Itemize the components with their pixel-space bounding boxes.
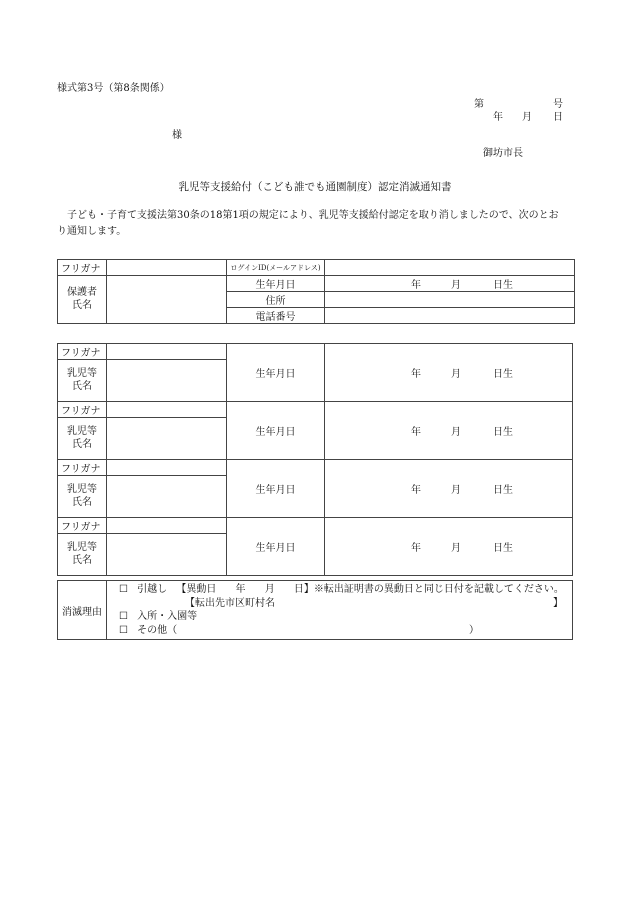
body-text: 子ども・子育て支援法第30条の18第1項の規定により、乳児等支援給付認定を取り消しましたので、次のとおり通知します。 — [57, 210, 559, 237]
dest-open: 【転出先市区町村名 — [185, 597, 275, 609]
other-checkbox[interactable]: ☐ — [119, 624, 128, 636]
addressee-sama: 様 — [172, 130, 182, 141]
child-name-field[interactable] — [107, 534, 227, 576]
issuer: 御坊市長 — [483, 148, 523, 159]
child-birth-label: 生年月日 — [227, 460, 325, 518]
child-name-field[interactable] — [107, 476, 227, 518]
child-row-furigana — [58, 402, 573, 418]
admission-checkbox[interactable]: ☐ — [119, 611, 128, 622]
move-label: 引越し — [137, 584, 168, 595]
dest-close: 】 — [553, 597, 563, 609]
child-birth-field[interactable]: 年 月 日生 — [325, 460, 573, 518]
reason-move-row — [119, 583, 568, 597]
move-date-open: 【異動日 — [176, 584, 217, 595]
move-note: ※転出証明書の異動日と同じ日付を記載してください。 — [313, 584, 564, 595]
child-name-label: 乳児等 氏名 — [58, 534, 107, 576]
move-checkbox[interactable]: ☐ — [119, 584, 128, 595]
child-furigana-field[interactable] — [107, 518, 227, 534]
child-name-label: 乳児等 氏名 — [58, 360, 107, 402]
move-year: 年 — [235, 584, 246, 595]
child-furigana-label: フリガナ — [58, 344, 107, 360]
child-name-label: 乳児等 氏名 — [58, 476, 107, 518]
child-furigana-label: フリガナ — [58, 460, 107, 476]
document-title: 乳児等支援給付（こども誰でも通園制度）認定消滅通知書 — [178, 181, 452, 193]
reason-table — [57, 580, 573, 640]
date-month: 月 — [522, 112, 532, 123]
other-close: ） — [469, 624, 479, 636]
guardian-phone-field[interactable] — [325, 308, 575, 324]
doc-number-go: 号 — [553, 99, 563, 110]
child-furigana-field[interactable] — [107, 402, 227, 418]
form-number: 様式第3号（第8条関係） — [57, 83, 170, 94]
child-row-furigana — [58, 344, 573, 360]
child-furigana-label: フリガナ — [58, 518, 107, 534]
doc-number-dai: 第 — [474, 99, 484, 110]
guardian-birth-label: 生年月日 — [227, 276, 325, 292]
guardian-birth-field[interactable]: 年 月 日生 — [325, 276, 575, 292]
guardian-name-label: 保護者 氏名 — [58, 276, 107, 324]
child-row-furigana — [58, 460, 573, 476]
child-furigana-field[interactable] — [107, 460, 227, 476]
guardian-furigana-label: フリガナ — [58, 260, 107, 276]
date-year: 年 — [493, 112, 503, 123]
child-row-furigana — [58, 518, 573, 534]
child-furigana-label: フリガナ — [58, 402, 107, 418]
child-birth-label: 生年月日 — [227, 518, 325, 576]
child-birth-label: 生年月日 — [227, 402, 325, 460]
reason-other-row — [119, 624, 479, 638]
guardian-name-field[interactable] — [107, 276, 227, 324]
child-name-label: 乳児等 氏名 — [58, 418, 107, 460]
guardian-table — [57, 259, 575, 324]
child-name-field[interactable] — [107, 360, 227, 402]
date-day: 日 — [553, 112, 563, 123]
child-birth-label: 生年月日 — [227, 344, 325, 402]
child-furigana-field[interactable] — [107, 344, 227, 360]
login-id-label: ログインID(メールアドレス) — [227, 260, 325, 276]
reason-label: 消滅理由 — [58, 581, 107, 640]
admission-label: 入所・入園等 — [137, 611, 198, 622]
move-month: 月 — [264, 584, 275, 595]
guardian-address-field[interactable] — [325, 292, 575, 308]
move-day: 日】 — [293, 584, 314, 595]
guardian-furigana-field[interactable] — [107, 260, 227, 276]
reason-admission-row — [119, 610, 568, 624]
child-birth-field[interactable]: 年 月 日生 — [325, 518, 573, 576]
guardian-phone-label: 電話番号 — [227, 308, 325, 324]
child-birth-field[interactable]: 年 月 日生 — [325, 402, 573, 460]
login-id-field[interactable] — [325, 260, 575, 276]
child-birth-field[interactable]: 年 月 日生 — [325, 344, 573, 402]
other-open: その他（ — [137, 624, 178, 636]
guardian-address-label: 住所 — [227, 292, 325, 308]
child-name-field[interactable] — [107, 418, 227, 460]
reason-dest-row — [119, 597, 563, 611]
children-table — [57, 343, 573, 576]
